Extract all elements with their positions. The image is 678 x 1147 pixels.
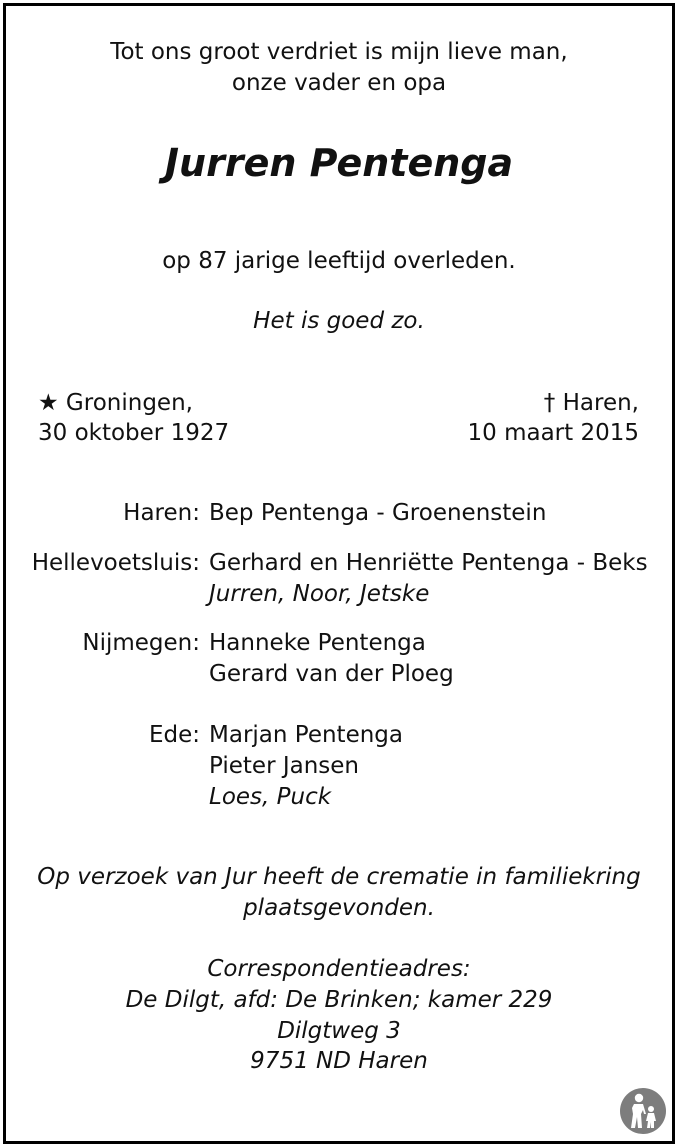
correspondence-heading: Correspondentieadres: [207, 956, 471, 982]
cremation-line-2: plaatsgevonden. [243, 895, 435, 921]
family-member: Pieter Jansen [209, 753, 360, 779]
memorial-figure-icon [619, 1087, 667, 1135]
family-member: Gerard van der Ploeg [209, 661, 454, 687]
family-place-haren: Haren: [123, 500, 200, 526]
family-member: Bep Pentenga - Groenenstein [209, 500, 547, 526]
family-place-nijmegen: Nijmegen: [82, 630, 200, 656]
family-member: Hanneke Pentenga [209, 630, 426, 656]
family-place-hellevoetsluis: Hellevoetsluis: [31, 550, 200, 576]
deceased-name: Jurren Pentenga [164, 141, 514, 185]
cremation-line-1: Op verzoek van Jur heeft de crematie in familiekring [37, 864, 641, 890]
correspondence-line-1: De Dilgt, afd: De Brinken; kamer 229 [125, 987, 553, 1013]
age-text: op 87 jarige leeftijd overleden. [162, 248, 516, 274]
birth-place: ★ Groningen, [38, 390, 193, 416]
family-place-ede: Ede: [148, 722, 200, 748]
family-member: Marjan Pentenga [209, 722, 403, 748]
death-place: † Haren, [543, 390, 639, 416]
family-grandchildren: Jurren, Noor, Jetske [209, 581, 430, 607]
birth-date: 30 oktober 1927 [38, 420, 230, 446]
family-grandchildren: Loes, Puck [209, 784, 332, 810]
birth-block [38, 388, 229, 448]
family-member: Gerhard en Henriëtte Pentenga - Beks [209, 550, 648, 576]
correspondence-line-2: Dilgtweg 3 [277, 1018, 401, 1044]
death-date: 10 maart 2015 [467, 420, 639, 446]
death-block [468, 388, 640, 448]
intro-line-2: onze vader en opa [231, 70, 447, 96]
motto: Het is goed zo. [253, 308, 425, 334]
correspondence-line-3: 9751 ND Haren [250, 1048, 428, 1074]
intro-line-1: Tot ons groot verdriet is mijn lieve man, [110, 39, 568, 65]
